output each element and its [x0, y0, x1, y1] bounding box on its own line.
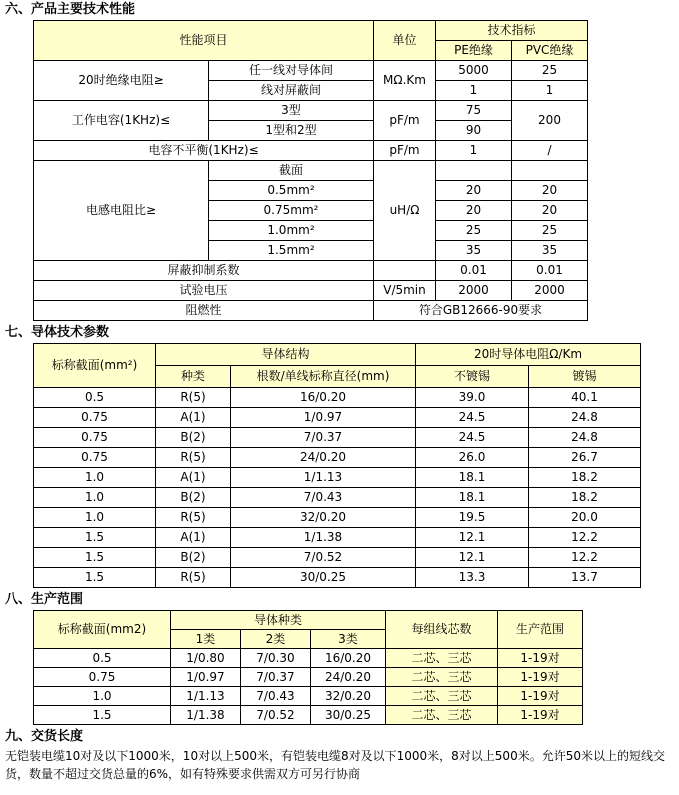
table-cell: 12.1: [416, 528, 529, 548]
table-cell: 1.5: [34, 548, 156, 568]
table-cell: 1/1.13: [171, 687, 241, 706]
table-cell: 7/0.52: [241, 706, 311, 725]
table-row: [34, 428, 641, 448]
table-cell: 24.5: [416, 428, 529, 448]
section-6-title: 六、产品主要技术性能: [5, 2, 136, 17]
value-cell: 2000: [512, 281, 588, 301]
table-row: [34, 101, 588, 121]
table-row: [34, 141, 588, 161]
conductor-header-resistance: 20时导体电阻Ω/Km: [416, 344, 641, 366]
table-cell: 1/1.38: [171, 706, 241, 725]
value-cell: 1: [436, 81, 512, 101]
table-cell: B(2): [156, 428, 231, 448]
table-cell: 0.75: [34, 448, 156, 468]
value-cell: 35: [512, 241, 588, 261]
table-cell: 0.5mm²: [209, 181, 374, 201]
conductor-header-strands: 根数/单线标称直径(mm): [231, 366, 416, 388]
table-cell: 16/0.20: [231, 388, 416, 408]
production-table: [33, 610, 583, 725]
table-cell: 1-19对: [498, 668, 583, 687]
table-cell: 7/0.52: [231, 548, 416, 568]
value-cell: 20: [512, 181, 588, 201]
unit-cell: MΩ.Km: [374, 61, 436, 101]
table-cell: B(2): [156, 488, 231, 508]
table-cell: 二芯、三芯: [386, 687, 498, 706]
table-cell: A(1): [156, 468, 231, 488]
value-cell: /: [512, 141, 588, 161]
table-cell: 1.5mm²: [209, 241, 374, 261]
table-cell: 线对屏蔽间: [209, 81, 374, 101]
table-cell: 1/1.13: [231, 468, 416, 488]
value-cell: 2000: [436, 281, 512, 301]
unit-cell: pF/m: [374, 141, 436, 161]
value-cell: 1: [436, 141, 512, 161]
table-cell: 24.8: [529, 428, 641, 448]
production-header-kinds: 导体种类: [171, 611, 386, 630]
table-row: [34, 161, 588, 181]
table-cell: 7/0.37: [231, 428, 416, 448]
table-cell: 1.0: [34, 687, 171, 706]
table-cell: 16/0.20: [311, 649, 386, 668]
table-cell: 7/0.43: [241, 687, 311, 706]
value-cell: 0.01: [512, 261, 588, 281]
table-row: [34, 408, 641, 428]
table-cell: 1-19对: [498, 687, 583, 706]
table-cell: 39.0: [416, 388, 529, 408]
table-cell: 0.75: [34, 408, 156, 428]
conductor-header-untinned: 不镀锡: [416, 366, 529, 388]
table-row: [34, 261, 588, 281]
table-cell: 3型: [209, 101, 374, 121]
table-cell: 26.0: [416, 448, 529, 468]
section-8-title: 八、生产范围: [5, 592, 84, 607]
table-cell: 30/0.25: [231, 568, 416, 588]
table-cell: R(5): [156, 388, 231, 408]
table-cell: 40.1: [529, 388, 641, 408]
table-cell: 18.2: [529, 468, 641, 488]
delivery-length-text: 无铠装电缆10对及以下1000米，10对以上500米，有铠装电缆8对及以下1000米，8对以上500米。允许50米以上的短线交货，数量不超过交货总量的6%，如有特殊要求供需双方可另行协商: [5, 749, 665, 781]
table-cell: 32/0.20: [231, 508, 416, 528]
table-cell: 1型和2型: [209, 121, 374, 141]
row-label-working-capacitance: 工作电容(1KHz)≤: [34, 101, 209, 141]
table-row: [34, 548, 641, 568]
table-cell: 12.1: [416, 548, 529, 568]
table-row: [34, 508, 641, 528]
table-row: [34, 528, 641, 548]
table-cell: 13.7: [529, 568, 641, 588]
table-row: [34, 388, 641, 408]
value-cell: 0.01: [436, 261, 512, 281]
table-cell: 18.1: [416, 468, 529, 488]
production-header-class1: 1类: [171, 630, 241, 649]
table-cell: 18.2: [529, 488, 641, 508]
table-cell: 1.0: [34, 488, 156, 508]
table-cell: 0.5: [34, 388, 156, 408]
table-cell: 1.0mm²: [209, 221, 374, 241]
value-cell: 25: [436, 221, 512, 241]
table-cell: 二芯、三芯: [386, 706, 498, 725]
table-cell: A(1): [156, 528, 231, 548]
table-cell: R(5): [156, 508, 231, 528]
table-cell: 26.7: [529, 448, 641, 468]
empty-cell: [512, 161, 588, 181]
table-row: [34, 687, 583, 706]
table-cell: A(1): [156, 408, 231, 428]
table-cell: B(2): [156, 548, 231, 568]
production-header-class2: 2类: [241, 630, 311, 649]
row-label-flame-retardancy: 阻燃性: [34, 301, 374, 321]
table-cell: 7/0.30: [241, 649, 311, 668]
unit-cell: pF/m: [374, 101, 436, 141]
conductor-header-section: 标称截面(mm²): [34, 344, 156, 388]
table-cell: 0.75mm²: [209, 201, 374, 221]
row-label-capacitance-unbalance: 电容不平衡(1KHz)≤: [34, 141, 374, 161]
production-header-class3: 3类: [311, 630, 386, 649]
table-cell: R(5): [156, 448, 231, 468]
value-cell: 20: [436, 181, 512, 201]
table-cell: 30/0.25: [311, 706, 386, 725]
table-cell: 1.5: [34, 568, 156, 588]
section-9-title: 九、交货长度: [5, 729, 84, 744]
value-cell: 35: [436, 241, 512, 261]
table-cell: 1.0: [34, 508, 156, 528]
table-row: [34, 344, 641, 366]
perf-header-indicator: 技术指标: [436, 21, 588, 41]
table-cell: 24.5: [416, 408, 529, 428]
performance-table: [33, 20, 588, 321]
conductor-header-tinned: 镀锡: [529, 366, 641, 388]
value-cell: 25: [512, 221, 588, 241]
table-cell: 7/0.37: [241, 668, 311, 687]
table-cell: 1.5: [34, 706, 171, 725]
row-label-lr-ratio: 电感电阻比≥: [34, 161, 209, 261]
unit-cell: uH/Ω: [374, 161, 436, 261]
table-row: [34, 448, 641, 468]
unit-cell: V/5min: [374, 281, 436, 301]
table-row: [34, 301, 588, 321]
table-cell: 1-19对: [498, 649, 583, 668]
table-cell: 1-19对: [498, 706, 583, 725]
table-cell: 0.75: [34, 428, 156, 448]
table-row: [34, 611, 583, 630]
table-cell: 二芯、三芯: [386, 668, 498, 687]
perf-header-item: 性能项目: [34, 21, 374, 61]
value-cell: 25: [512, 61, 588, 81]
unit-cell: [374, 261, 436, 281]
row-label-shield-coefficient: 屏蔽抑制系数: [34, 261, 374, 281]
table-cell: 0.75: [34, 668, 171, 687]
production-header-range: 生产范围: [498, 611, 583, 649]
table-row: [34, 488, 641, 508]
table-cell: 12.2: [529, 528, 641, 548]
table-cell: 24/0.20: [231, 448, 416, 468]
perf-header-pvc: PVC绝缘: [512, 41, 588, 61]
table-row: [34, 649, 583, 668]
table-row: [34, 61, 588, 81]
table-row: [34, 21, 588, 41]
perf-header-unit: 单位: [374, 21, 436, 61]
table-cell: 截面: [209, 161, 374, 181]
row-label-test-voltage: 试验电压: [34, 281, 374, 301]
table-cell: 32/0.20: [311, 687, 386, 706]
table-cell: 任一线对导体间: [209, 61, 374, 81]
table-cell: 1/0.97: [171, 668, 241, 687]
value-cell: 5000: [436, 61, 512, 81]
section-7-title: 七、导体技术参数: [5, 325, 110, 340]
table-cell: 1/0.97: [231, 408, 416, 428]
table-row: [34, 706, 583, 725]
table-row: [34, 568, 641, 588]
value-cell: 20: [436, 201, 512, 221]
table-cell: 24/0.20: [311, 668, 386, 687]
empty-cell: [436, 161, 512, 181]
value-cell: 200: [512, 101, 588, 141]
table-cell: 二芯、三芯: [386, 649, 498, 668]
table-row: [34, 281, 588, 301]
table-cell: 20.0: [529, 508, 641, 528]
conductor-table: [33, 343, 641, 588]
value-cell: 75: [436, 101, 512, 121]
table-cell: 18.1: [416, 488, 529, 508]
table-cell: 13.3: [416, 568, 529, 588]
conductor-header-structure: 导体结构: [156, 344, 416, 366]
table-cell: 1.0: [34, 468, 156, 488]
table-cell: 1/0.80: [171, 649, 241, 668]
table-cell: 7/0.43: [231, 488, 416, 508]
table-cell: R(5): [156, 568, 231, 588]
perf-header-pe: PE绝缘: [436, 41, 512, 61]
table-row: [34, 468, 641, 488]
value-cell: 90: [436, 121, 512, 141]
value-cell: 20: [512, 201, 588, 221]
table-cell: 0.5: [34, 649, 171, 668]
conductor-header-kind: 种类: [156, 366, 231, 388]
table-cell: 19.5: [416, 508, 529, 528]
production-header-section: 标称截面(mm2): [34, 611, 171, 649]
table-row: [34, 668, 583, 687]
table-cell: 1/1.38: [231, 528, 416, 548]
value-cell: 1: [512, 81, 588, 101]
table-cell: 12.2: [529, 548, 641, 568]
value-cell: 符合GB12666-90要求: [374, 301, 588, 321]
production-header-cores: 每组线芯数: [386, 611, 498, 649]
row-label-insulation-resistance: 20时绝缘电阻≥: [34, 61, 209, 101]
table-cell: 24.8: [529, 408, 641, 428]
table-cell: 1.5: [34, 528, 156, 548]
